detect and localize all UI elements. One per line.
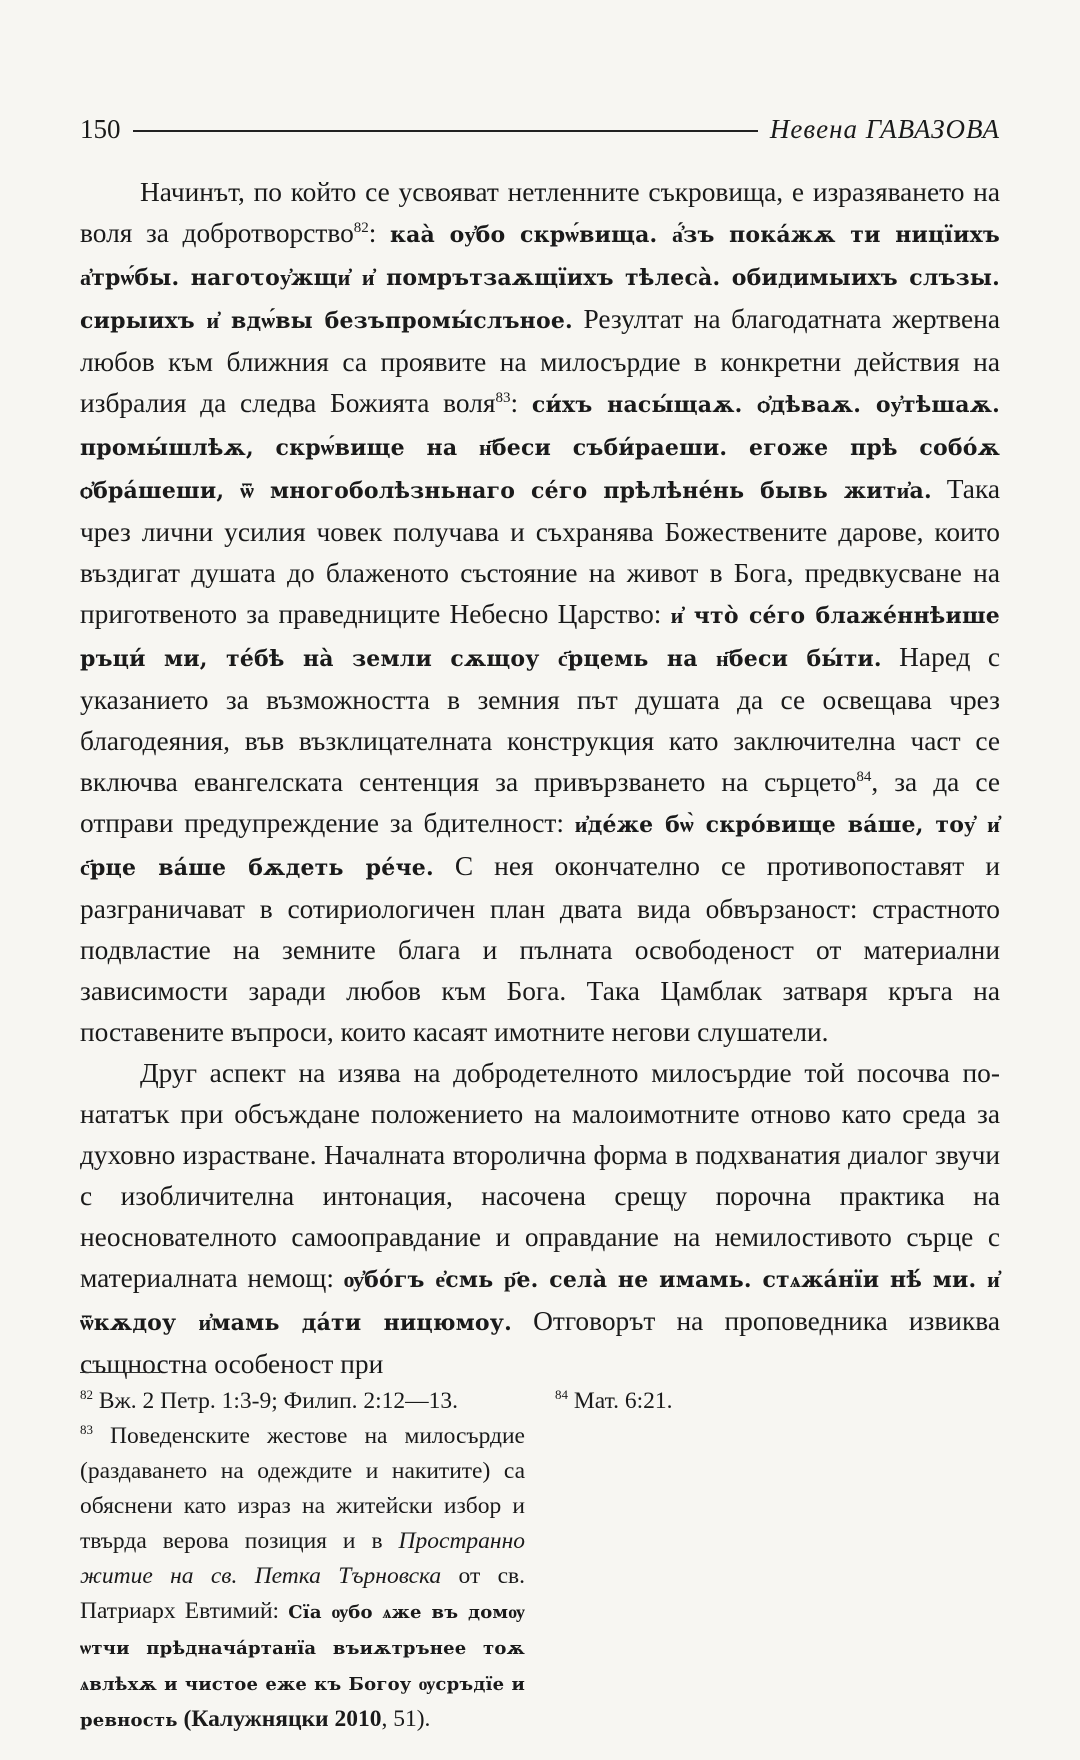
text-run: Друг аспект на изява на добродетелното милосърдие той посочва по-нататък при обсъждане положението на малоимотните отново като среда за духовно израстване. Началната второлична форма в подхванатия диалог звучи с изобличителна интонация, насочена срещу порочна практика на неоснователното самооправдание и оправдание на немилостивото сърце с материалната немощ: bbox=[80, 1058, 1000, 1293]
footnote-ref-84[interactable]: 84 bbox=[856, 769, 872, 785]
footnote-84 bbox=[555, 1384, 1000, 1419]
paragraph bbox=[80, 172, 1000, 1053]
footnote-82 bbox=[80, 1384, 525, 1419]
main-text bbox=[80, 172, 1000, 1385]
church-slavonic-quote: ѹ҆бо́гъ е҆смь р҃е. села̀ не имамь. стѧжа́нїи нѣ́ ми. и҆ ѿкѫдоу и҆мамь да́ти ницюмоу. bbox=[80, 1267, 1001, 1336]
church-slavonic-quote: каа̀ оу҆бо скрѡ́вища. а҆́зъ пока́жѫ ти ницїихъ а҆трѡ́бы. нагоτоу҆жщи҆ и҆ помрътзаѫщїихъ тѣлеса̀. обидимыихъ слъзы. сирыихъ и҆ вдѡ́вы безъпромы́слъное. bbox=[80, 222, 1000, 334]
text-run: , за да се отправи предупреждение за бдителност: bbox=[80, 767, 1000, 838]
footnote-text: Мат. 6:21. bbox=[568, 1388, 673, 1414]
page-number: 150 bbox=[80, 114, 121, 144]
footnote-number: 84 bbox=[555, 1387, 568, 1402]
text-run: Резултат на благодатната жертвена любов към ближния са проявите на милосърдие в конкретни действия на избралия да следва Божията воля bbox=[80, 304, 1000, 418]
text-run: С нея окончателно се противопоставят и разграничават в сотириологичен план двата вида обвързаност: страстното подвластие на земните блага и пълната освободеност от материални зависимости заради любов към Бога. Така Цамблак затваря кръга на поставените въпроси, които касаят имотните негови слушатели. bbox=[80, 851, 1000, 1047]
footnote-text: Поведенските жестове на милосърдие (раздаването на одеждите и накитите) са обяснени като израз на житейски избор и твърда верова позиция и в bbox=[80, 1423, 525, 1554]
footnote-ref-83[interactable]: 83 bbox=[495, 390, 511, 406]
text-run: Така чрез лични усилия човек получава и съхранява Божествените дарове, които въздигат душата до блаженото състояние на живот в Бога, предвкусване на приготвеното за праведниците Небесно Царство: bbox=[80, 474, 1001, 629]
text-run: Начинът, по който се усвояват нетленните съкровища, е изразяването на воля за добротворство bbox=[80, 177, 1000, 248]
church-slavonic-quote: и҆ что̀ се́го блаже́ннѣише ръци́ ми, те́бѣ на̀ земли сѫщоу с҃рцемь на н҃беси бы́ти. bbox=[80, 603, 1001, 672]
church-slavonic-quote: Сїа ѹбо ѧже въ домѹ ѡтчи прѣднача́ртанїа въиѫтрънее тоѫ ѧвлѣхѫ и чистое еже къ Богоу ѹсръдїе и ревность bbox=[80, 1602, 525, 1731]
paragraph bbox=[80, 1053, 1000, 1385]
footnote-text: , 51). bbox=[381, 1706, 431, 1732]
text-run: : bbox=[368, 218, 390, 248]
footnote-ref-82[interactable]: 82 bbox=[353, 220, 369, 236]
citation: (Калужняцки 2010 bbox=[183, 1706, 382, 1732]
work-title: Пространно житие на св. Петка Търновска bbox=[80, 1528, 525, 1589]
footnote-text: от св. Патриарх Евтимий: bbox=[80, 1563, 525, 1624]
footnote-rule bbox=[80, 1372, 160, 1373]
footnote-number: 82 bbox=[80, 1387, 93, 1402]
running-head: Невена ГАВАЗОВА bbox=[769, 114, 1000, 144]
text-run: : bbox=[510, 388, 532, 418]
footnotes bbox=[80, 1384, 1000, 1738]
page-header bbox=[80, 114, 1000, 154]
text-run: Отговорът на проповедника извиква същностна особеност при bbox=[80, 1306, 1000, 1379]
text-run: Наред с указанието за възможността в земния път душата да се освещава чрез благодеяния, във възклицателната конструкция като заключителна част се включва евангелската сентенция за привързването на сърцето bbox=[80, 642, 1000, 797]
header-rule bbox=[133, 130, 758, 132]
footnote-83 bbox=[80, 1419, 525, 1738]
church-slavonic-quote: си́хъ насы́щаѫ. ѻ҆дѣваѫ. оу҆тѣшаѫ. промы́шлѣѫ, скрѡ́вище на н҃беси съби́раеши. егоже прѣ собо́ѫ ѻ҆бра́шеши, ѿ многоболѣзньнаго се́го прѣлѣне́нь бывь жити҆а. bbox=[80, 392, 1000, 504]
footnote-text: Вж. 2 Петр. 1:3-9; Филип. 2:12—13. bbox=[93, 1388, 459, 1414]
footnote-column-left bbox=[80, 1384, 525, 1738]
footnote-column-right bbox=[555, 1384, 1000, 1738]
church-slavonic-quote: и҆де́же бѡ̀ скро́вище ва́ше, тоу҆ и҆ с҃рце ва́ше бѫдеть ре́че. bbox=[80, 812, 1000, 881]
footnote-number: 83 bbox=[80, 1422, 93, 1437]
